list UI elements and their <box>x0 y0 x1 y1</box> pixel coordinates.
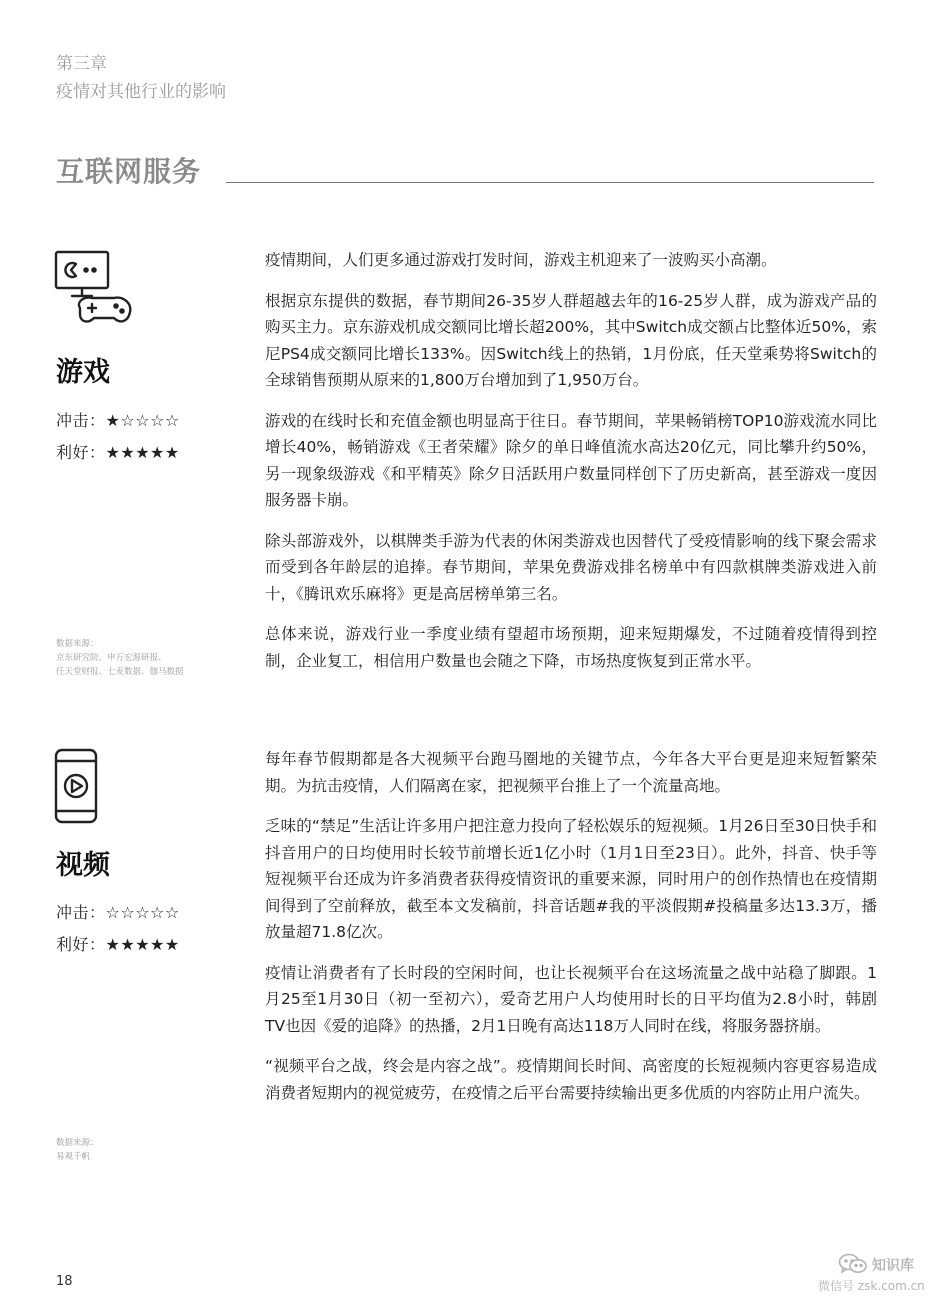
page-number: 18 <box>56 1274 73 1289</box>
topic-title-video: 视频 <box>56 850 110 881</box>
body-paragraph: 除头部游戏外，以棋牌类手游为代表的休闲类游戏也因替代了受疫情影响的线下聚会需求而受到各年龄层的追捧。春节期间，苹果免费游戏排名榜单中有四款棋牌类游戏进入前十，《腾讯欢乐麻将》更是高居榜单第三名。 <box>265 531 877 603</box>
gaming-monitor-controller-icon <box>54 250 136 336</box>
topic-title-games: 游戏 <box>56 357 110 388</box>
body-paragraph: 游戏的在线时长和充值金额也明显高于往日。春节期间，苹果畅销榜TOP10游戏流水同比增长40%，畅销游戏《王者荣耀》除夕的单日峰值流水高达20亿元，同比攀升约50%，另一现象级游戏《和平精英》除夕日活跃用户数量同样创下了历史新高，甚至游戏一度因服务器卡崩。 <box>265 411 877 509</box>
data-source-label: 数据来源： <box>56 1138 99 1148</box>
chapter-subtitle: 疫情对其他行业的影响 <box>56 82 226 102</box>
data-source-line: 任天堂财报、七麦数据、伽马数据 <box>56 667 184 677</box>
topic-body-video <box>265 746 877 1120</box>
data-source-label: 数据来源： <box>56 639 99 649</box>
body-paragraph: “视频平台之战，终会是内容之战”。疫情期间长时间、高密度的长短视频内容更容易造成消费者短期内的视觉疲劳，在疫情之后平台需要持续输出更多优质的内容防止用户流失。 <box>265 1057 877 1102</box>
body-paragraph: 疫情让消费者有了长时段的空闲时间，也让长视频平台在这场流量之战中站稳了脚跟。1月25至1月30日（初一至初六），爱奇艺用户人均使用时长的日平均值为2.8小时，韩剧TV也因《爱的追降》的热播，2月1日晚有高达118万人同时在线，将服务器挤崩。 <box>265 963 877 1035</box>
watermark-id: 微信号 zsk.com.cn <box>818 1279 925 1293</box>
body-paragraph: 每年春节假期都是各大视频平台跑马圈地的关键节点，今年各大平台更是迎来短暂繁荣期。为抗击疫情，人们隔离在家，把视频平台推上了一个流量高地。 <box>265 750 877 795</box>
section-title: 互联网服务 <box>56 155 202 188</box>
impact-rating: 冲击：★☆☆☆☆ <box>56 411 180 430</box>
data-source-note <box>56 637 184 679</box>
chapter-heading <box>56 50 226 106</box>
watermark-title: 知识库 <box>872 1258 914 1274</box>
body-paragraph: 乏味的“禁足”生活让许多用户把注意力投向了轻松娱乐的短视频。1月26日至30日快手和抖音用户的日均使用时长较节前增长近1亿小时（1月1日至23日）。此外，抖音、快手等短视频平台还成为许多消费者获得疫情资讯的重要来源，同时用户的创作热情也在疫情期间得到了空前释放，截至本文发稿前，抖音话题#我的平淡假期#投稿量多达13.3万，播放量超71.8亿次。 <box>265 817 877 941</box>
body-paragraph: 根据京东提供的数据，春节期间26-35岁人群超越去年的16-25岁人群，成为游戏产品的购买主力。京东游戏机成交额同比增长超200%，其中Switch成交额占比整体近50%，索尼PS4成交额同比增长133%。因Switch线上的热销，1月份底，任天堂乘势将Switch的全球销售预期从原来的1,800万台增加到了1,950万台。 <box>265 291 877 389</box>
benefit-rating: 利好：★★★★★ <box>56 935 180 954</box>
smartphone-play-icon <box>54 748 98 828</box>
wechat-logo-icon <box>838 1253 868 1279</box>
body-paragraph: 总体来说，游戏行业一季度业绩有望超市场预期，迎来短期爆发，不过随着疫情得到控制，企业复工，相信用户数量也会随之下降，市场热度恢复到正常水平。 <box>265 625 877 670</box>
data-source-line: 易观千帆 <box>56 1152 91 1162</box>
body-paragraph: 疫情期间，人们更多通过游戏打发时间，游戏主机迎来了一波购买小高潮。 <box>265 251 777 269</box>
data-source-line: 京东研究院、申万宏源研报、 <box>56 653 167 663</box>
impact-rating: 冲击：☆☆☆☆☆ <box>56 903 180 922</box>
section-divider <box>226 182 874 183</box>
data-source-note <box>56 1136 99 1164</box>
benefit-rating: 利好：★★★★★ <box>56 443 180 462</box>
topic-body-games <box>265 247 877 688</box>
chapter-number: 第三章 <box>56 54 107 74</box>
